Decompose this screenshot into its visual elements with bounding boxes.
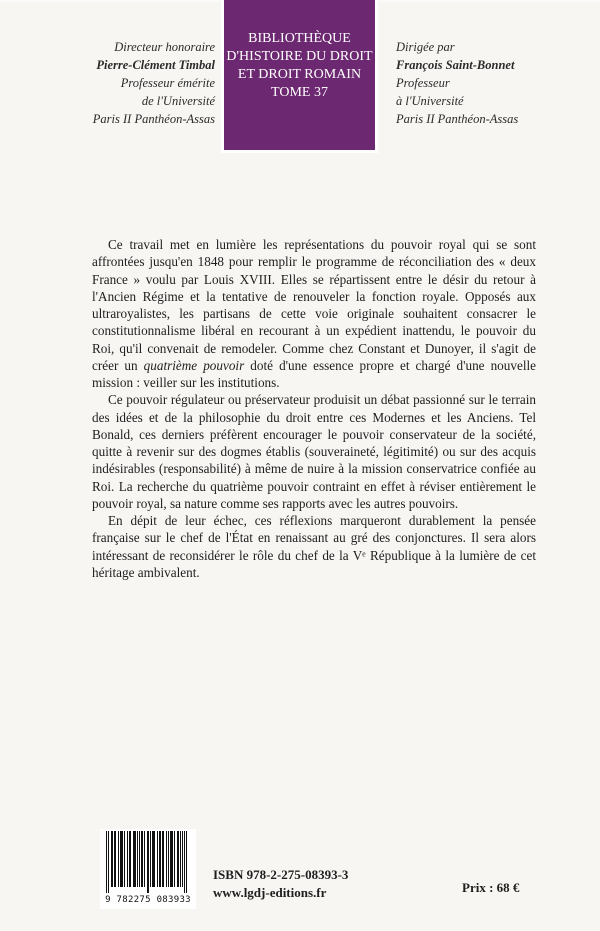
series-line-3: ET DROIT ROMAIN	[237, 67, 362, 82]
barcode-bar	[121, 831, 122, 887]
barcode-bar	[108, 831, 109, 893]
barcode-bar	[157, 831, 158, 887]
barcode-bar	[170, 831, 171, 887]
barcode-bar	[129, 831, 130, 887]
barcode-bar	[106, 831, 107, 893]
barcode-digits: 9 782275 083933	[105, 895, 191, 905]
director-role: Dirigée par	[396, 40, 455, 54]
barcode-bar	[148, 831, 149, 893]
barcode-bar	[150, 831, 151, 887]
barcode-bar	[137, 831, 138, 887]
barcode-bar	[168, 831, 169, 887]
director-institution-2: Paris II Panthéon-Assas	[396, 112, 519, 126]
barcode-bar	[180, 831, 181, 887]
series-line-1: BIBLIOTHÈQUE	[248, 31, 351, 46]
barcode-bar	[184, 831, 185, 893]
director-institution-1: à l'Université	[396, 94, 464, 108]
barcode-bar	[153, 831, 154, 887]
series-volume: TOME 37	[271, 85, 328, 100]
barcode-bar	[186, 831, 187, 893]
barcode-bar	[141, 831, 142, 887]
barcode-bar	[154, 831, 155, 887]
barcode-bar	[111, 831, 112, 887]
barcode-bar	[144, 831, 145, 887]
barcode-bar	[147, 831, 148, 893]
director-block	[396, 38, 586, 128]
barcode-bar	[122, 831, 123, 887]
honorary-director-role: Directeur honoraire	[114, 40, 215, 54]
honorary-director-institution-2: Paris II Panthéon-Assas	[92, 112, 215, 126]
barcode-bar	[160, 831, 161, 887]
barcode-bar	[124, 831, 125, 887]
barcode-bar	[171, 831, 172, 887]
barcode-bar	[130, 831, 131, 887]
publisher-website: www.lgdj-editions.fr	[213, 885, 327, 900]
barcode-bar	[166, 831, 167, 887]
barcode-bar	[159, 831, 160, 887]
barcode-bar	[162, 831, 163, 887]
barcode-bar	[142, 831, 143, 887]
price-label: Prix : 68 €	[462, 880, 520, 895]
barcode-bar	[174, 831, 175, 887]
barcode-bar	[118, 831, 119, 887]
honorary-director-institution-1: de l'Université	[141, 94, 215, 108]
summary-paragraph-1: Ce travail met en lumière les représentations du pouvoir royal qui se sont affrontées jusqu'en 1848 pour remplir le programme de réconciliation des « deux France » voulu par Louis XVIII. Elles se répartissent entre le désir du retour à l'Ancien Régime et la tentative de renouveler la fonction royale. Opposés aux ultraroyalistes, les partisans de cette voie originale souhaitent consacrer le constitutionnalisme libéral en recourant à un expédient inattendu, le pouvoir du Roi, qu'il convenait de remodeler. Comme chez Constant et Dunoyer, il s'agit de créer un quatrième pouvoir doté d'une essence propre et chargé d'une nouvelle mission : veiller sur les institutions.	[92, 237, 536, 390]
barcode-bar	[135, 831, 136, 887]
barcode-bar	[139, 831, 140, 887]
honorary-director-block	[40, 38, 215, 128]
barcode-bar	[133, 831, 134, 887]
series-title-box	[221, 0, 378, 153]
barcode-bar	[152, 831, 153, 887]
barcode-bar	[120, 831, 121, 887]
director-name: François Saint-Bonnet	[396, 58, 515, 72]
barcode-bar	[115, 831, 116, 887]
emphasis-quatrieme-pouvoir: quatrième pouvoir	[143, 357, 245, 373]
honorary-director-name: Pierre-Clément Timbal	[96, 58, 215, 72]
director-title: Professeur	[396, 76, 450, 90]
isbn-number: ISBN 978-2-275-08393-3	[213, 867, 349, 882]
barcode-bar	[112, 831, 113, 887]
barcode-bar	[178, 831, 179, 887]
barcode-bars	[104, 831, 192, 893]
barcode-bar	[182, 831, 183, 887]
barcode-bar	[177, 831, 178, 887]
summary-paragraph-2: Ce pouvoir régulateur ou préservateur produisit un débat passionné sur le terrain des idées et de la philosophie du droit entre ces Modernes et les Anciens. Tel Bonald, ces derniers préfèrent encourager le pouvoir conservateur de la société, quitte à revenir sur des dogmes établis (souveraineté, légitimité) ou sur des acquis indésirables (responsabilité) à même de nuire à la mission conservatrice confiée au Roi. La recherche du quatrième pouvoir contraint en effet à réviser entièrement le pouvoir royal, sa nature comme ses rapports avec les autres pouvoirs.	[92, 392, 536, 511]
barcode-bar	[127, 831, 128, 887]
back-cover-summary	[92, 236, 536, 581]
isbn-barcode	[100, 829, 196, 909]
barcode-bar	[134, 831, 135, 887]
series-line-2: D'HISTOIRE DU DROIT	[226, 49, 373, 64]
summary-paragraph-3: En dépit de leur échec, ces réflexions marqueront durablement la pensée française sur le chef de l'État en renaissant au gré des conjonctures. Il sera alors intéressant de reconsidérer le rôle du chef de la Vᵉ République à la lumière de cet héritage ambivalent.	[92, 513, 536, 580]
barcode-bar	[172, 831, 173, 887]
barcode-bar	[163, 831, 164, 887]
honorary-director-title: Professeur émérite	[120, 76, 215, 90]
barcode-bar	[114, 831, 115, 887]
